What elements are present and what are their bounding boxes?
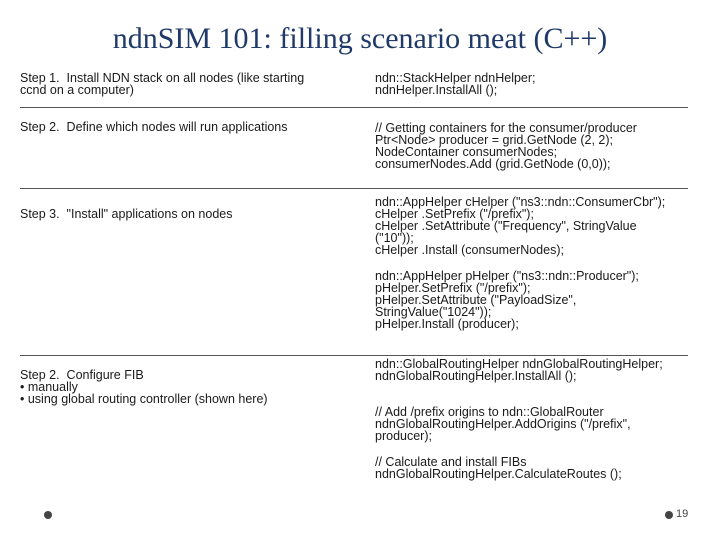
origins-code-line2: ndnGlobalRoutingHelper.AddOrigins ("/prefix", (375, 417, 631, 431)
step2-label: Step 2. Define which nodes will run applications (20, 120, 288, 134)
step3-label: Step 3. "Install" applications on nodes (20, 207, 233, 221)
step1-code-line2: ndnHelper.InstallAll (); (375, 83, 498, 97)
fib-label-line3: • using global routing controller (shown here) (20, 392, 268, 406)
consumer-code-line4: ("10")); (375, 231, 414, 245)
producer-code-line3: pHelper.SetAttribute ("PayloadSize", (375, 293, 577, 307)
producer-code-line4: StringValue("1024")); (375, 305, 492, 319)
step2-code-line4: consumerNodes.Add (grid.GetNode (0,0)); (375, 157, 611, 171)
page-number: 19 (676, 508, 689, 520)
divider-3 (20, 355, 688, 356)
origins-code-line1: // Add /prefix origins to ndn::GlobalRouter (375, 405, 604, 419)
routing-code-line1: ndn::GlobalRoutingHelper ndnGlobalRoutingHelper; (375, 357, 663, 371)
calculate-code-line2: ndnGlobalRoutingHelper.CalculateRoutes (); (375, 467, 622, 481)
footer-left-dot (44, 511, 52, 519)
step2-code-line3: NodeContainer consumerNodes; (375, 145, 558, 159)
producer-code-line5: pHelper.Install (producer); (375, 317, 519, 331)
divider-2 (20, 188, 688, 189)
footer-right-dot (665, 511, 673, 519)
consumer-code-line1: ndn::AppHelper cHelper ("ns3::ndn::ConsumerCbr"); (375, 195, 666, 209)
step2-code-line1: // Getting containers for the consumer/producer (375, 121, 637, 135)
origins-code-line3: producer); (375, 429, 432, 443)
step2-code-line2: Ptr<Node> producer = grid.GetNode (2, 2); (375, 133, 613, 147)
producer-code-line1: ndn::AppHelper pHelper ("ns3::ndn::Producer"); (375, 269, 639, 283)
slide-title: ndnSIM 101: filling scenario meat (C++) (112, 22, 608, 55)
consumer-code-line3: cHelper .SetAttribute ("Frequency", StringValue (375, 219, 637, 233)
fib-label-line2: • manually (20, 380, 78, 394)
consumer-code-line5: cHelper .Install (consumerNodes); (375, 243, 564, 257)
consumer-code-line2: cHelper .SetPrefix ("/prefix"); (375, 207, 534, 221)
divider-1 (20, 107, 688, 108)
calculate-code-line1: // Calculate and install FIBs (375, 455, 527, 469)
producer-code-line2: pHelper.SetPrefix ("/prefix"); (375, 281, 531, 295)
fib-label-line1: Step 2. Configure FIB (20, 368, 144, 382)
step1-code-line1: ndn::StackHelper ndnHelper; (375, 71, 536, 85)
routing-code-line2: ndnGlobalRoutingHelper.InstallAll (); (375, 369, 577, 383)
step1-label-line2: ccnd on a computer) (20, 83, 134, 97)
step1-label-line1: Step 1. Install NDN stack on all nodes (like starting (20, 71, 305, 85)
